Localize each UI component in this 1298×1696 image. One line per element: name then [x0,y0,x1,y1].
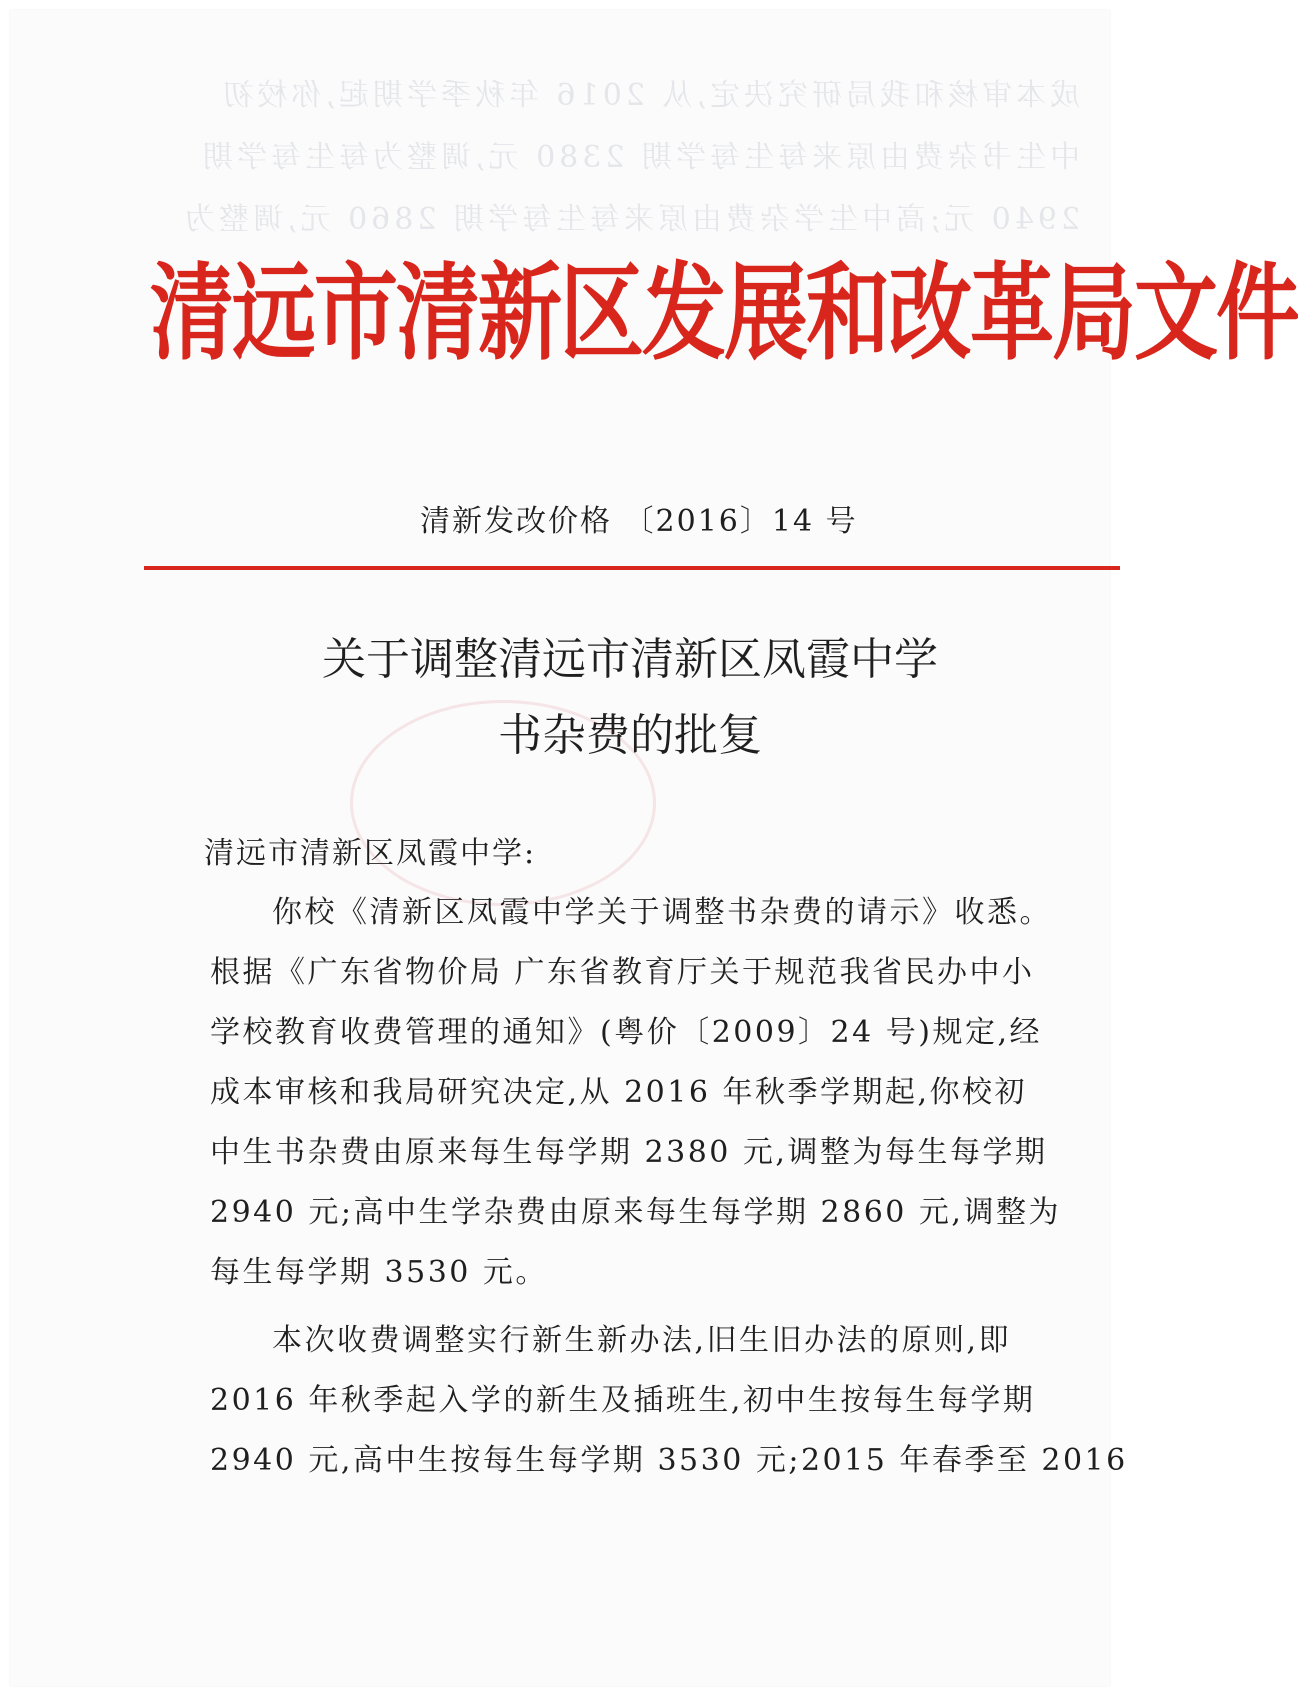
body-line: 本次收费调整实行新生新办法,旧生旧办法的原则,即 [272,1323,1012,1358]
body-line: 学校教育收费管理的通知》(粤价〔2009〕24 号)规定,经 [210,1015,1043,1050]
document-page [10,10,1298,1686]
show-through-text: 成本审核和我局研究决定,从 2016 年秋季学期起,你校初 [219,78,1080,113]
title-line: 书杂费的批复 [498,710,762,761]
body-line: 中生书杂费由原来每生每学期 2380 元,调整为每生每学期 [210,1135,1048,1170]
document-number: 清新发改价格 〔2016〕14 号 [420,504,858,539]
body-line: 2940 元;高中生学杂费由原来每生每学期 2860 元,调整为 [210,1195,1061,1230]
document-header: 清远市清新区发展和改革局文件 [150,251,1298,375]
body-line: 你校《清新区凤霞中学关于调整书杂费的请示》收悉。 [272,895,1052,930]
body-line: 2940 元,高中生按每生每学期 3530 元;2015 年春季至 2016 [210,1443,1128,1478]
salutation: 清远市清新区凤霞中学: [204,836,537,871]
red-divider-line [144,566,1120,570]
body-line: 2016 年秋季起入学的新生及插班生,初中生按每生每学期 [210,1383,1036,1418]
show-through-text: 2940 元;高中生学杂费由原来每生每学期 2860 元,调整为 [181,202,1080,237]
body-line: 成本审核和我局研究决定,从 2016 年秋季学期起,你校初 [210,1075,1027,1110]
title-line: 关于调整清远市清新区凤霞中学 [322,634,938,685]
document-title [210,622,1050,774]
body-line: 每生每学期 3530 元。 [210,1255,548,1290]
show-through-text: 中生书杂费由原来每生每学期 2380 元,调整为每生每学期 [199,140,1080,175]
body-line: 根据《广东省物价局 广东省教育厅关于规范我省民办中小 [210,955,1035,990]
